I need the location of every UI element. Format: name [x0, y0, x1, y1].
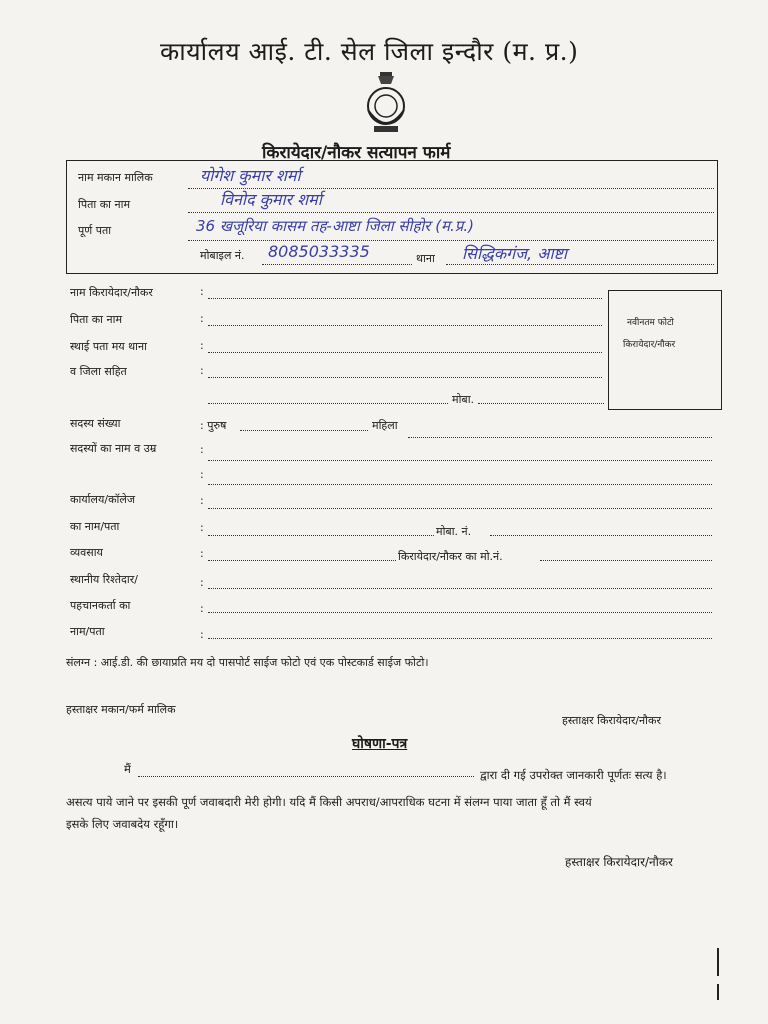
- police-emblem-icon: [362, 70, 410, 136]
- relative-label-1: स्थानीय रिश्तेदार/: [70, 573, 138, 586]
- margin-mark: [717, 948, 719, 976]
- owner-mobile-label: मोबाइल नं.: [200, 249, 245, 262]
- declaration-line3: इसके लिए जवाबदेय रहूँगा।: [66, 817, 179, 831]
- owner-thana-label: थाना: [416, 252, 435, 265]
- margin-mark: [717, 984, 719, 1000]
- member-names-line-1[interactable]: [208, 460, 712, 461]
- male-count-line[interactable]: [240, 430, 368, 431]
- tenant-address-label-2: व जिला सहित: [70, 365, 127, 378]
- photo-label-2: किरायेदार/नौकर: [623, 340, 676, 350]
- female-label: महिला: [372, 419, 398, 432]
- tenant-signature-label-top: हस्ताक्षर किरायेदार/नौकर: [562, 714, 661, 727]
- relative-line-1[interactable]: [208, 588, 712, 589]
- declaration-line2: असत्य पाये जाने पर इसकी पूर्ण जवाबदारी मेरी होगी। यदि मैं किसी अपराध/आपराधिक घटना में संलग्न पाया जाता हूँ तो मैं स्वयं: [66, 795, 592, 809]
- member-names-label: सदस्यों का नाम व उम्र: [70, 442, 157, 455]
- owner-father-label: पिता का नाम: [78, 198, 131, 211]
- relative-line-3[interactable]: [208, 638, 712, 639]
- male-label: : पुरुष: [200, 419, 227, 432]
- owner-name-value: योगेश कुमार शर्मा: [200, 166, 301, 185]
- tenant-name-label: नाम किरायेदार/नौकर: [70, 286, 153, 299]
- tenant-address-line-3[interactable]: [208, 403, 448, 404]
- colon: :: [200, 312, 204, 325]
- declaration-prefix: मैं: [124, 762, 131, 776]
- owner-signature-label: हस्ताक्षर मकान/फर्म मालिक: [66, 703, 176, 716]
- office-label-2: का नाम/पता: [70, 520, 120, 533]
- colon: :: [200, 468, 204, 481]
- owner-father-line[interactable]: [188, 212, 714, 213]
- colon: :: [200, 285, 204, 298]
- owner-address-label: पूर्ण पता: [78, 224, 112, 237]
- colon: :: [200, 628, 204, 641]
- tenant-father-label: पिता का नाम: [70, 313, 123, 326]
- declaration-name-line[interactable]: [138, 776, 474, 777]
- office-line-2[interactable]: [208, 535, 434, 536]
- colon: :: [200, 521, 204, 534]
- colon: :: [200, 547, 204, 560]
- relative-line-2[interactable]: [208, 612, 712, 613]
- tenant-father-line[interactable]: [208, 325, 602, 326]
- office-mobile-line[interactable]: [490, 535, 712, 536]
- tenant-address-line-1[interactable]: [208, 352, 602, 353]
- owner-address-line[interactable]: [188, 240, 714, 241]
- office-line-1[interactable]: [208, 508, 712, 509]
- photo-box[interactable]: [608, 290, 722, 410]
- owner-father-value: विनोद कुमार शर्मा: [220, 190, 322, 209]
- owner-name-label: नाम मकान मालिक: [78, 171, 153, 184]
- photo-label-1: नवीनतम फोटो: [627, 318, 674, 328]
- owner-thana-value: सिद्धिकगंज, आष्टा: [462, 244, 568, 263]
- office-title: कार्यालय आई. टी. सेल जिला इन्दौर (म. प्र.): [160, 37, 579, 66]
- form-title: किरायेदार/नौकर सत्यापन फार्म: [262, 143, 451, 163]
- declaration-line1: द्वारा दी गई उपरोक्त जानकारी पूर्णतः सत्य है।: [480, 768, 667, 782]
- relative-label-3: नाम/पता: [70, 625, 105, 638]
- occupation-line[interactable]: [208, 560, 396, 561]
- declaration-title: घोषणा-पत्र: [352, 736, 408, 752]
- occupation-mobile-label: किरायेदार/नौकर का मो.नं.: [398, 550, 503, 563]
- colon: :: [200, 443, 204, 456]
- tenant-mobile-line[interactable]: [478, 403, 604, 404]
- tenant-address-line-2[interactable]: [208, 377, 602, 378]
- owner-address-value: 36 खजूरिया कासम तह-आष्टा जिला सीहोर (म.प्र.): [196, 217, 474, 235]
- female-count-line[interactable]: [408, 437, 712, 438]
- colon: :: [200, 576, 204, 589]
- occupation-label: व्यवसाय: [70, 546, 103, 559]
- owner-mobile-line[interactable]: [262, 264, 412, 265]
- tenant-signature-label-bottom: हस्ताक्षर किरायेदार/नौकर: [565, 855, 673, 869]
- colon: :: [200, 494, 204, 507]
- office-label-1: कार्यालय/कॉलेज: [70, 493, 135, 506]
- tenant-name-line[interactable]: [208, 298, 602, 299]
- owner-mobile-value: 8085033335: [268, 242, 370, 261]
- relative-label-2: पहचानकर्ता का: [70, 599, 131, 612]
- office-mobile-label: मोबा. नं.: [436, 525, 472, 538]
- colon: :: [200, 364, 204, 377]
- members-label: सदस्य संख्या: [70, 417, 121, 430]
- occupation-mobile-line[interactable]: [540, 560, 712, 561]
- attachment-note: संलग्न : आई.डी. की छायाप्रति मय दो पासपोर्ट साईज फोटो एवं एक पोस्टकार्ड साईज फोटो।: [66, 656, 429, 669]
- tenant-mobile-label: मोबा.: [452, 393, 475, 406]
- owner-thana-line[interactable]: [446, 264, 714, 265]
- member-names-line-2[interactable]: [208, 484, 712, 485]
- colon: :: [200, 339, 204, 352]
- colon: :: [200, 602, 204, 615]
- tenant-address-label-1: स्थाई पता मय थाना: [70, 340, 147, 353]
